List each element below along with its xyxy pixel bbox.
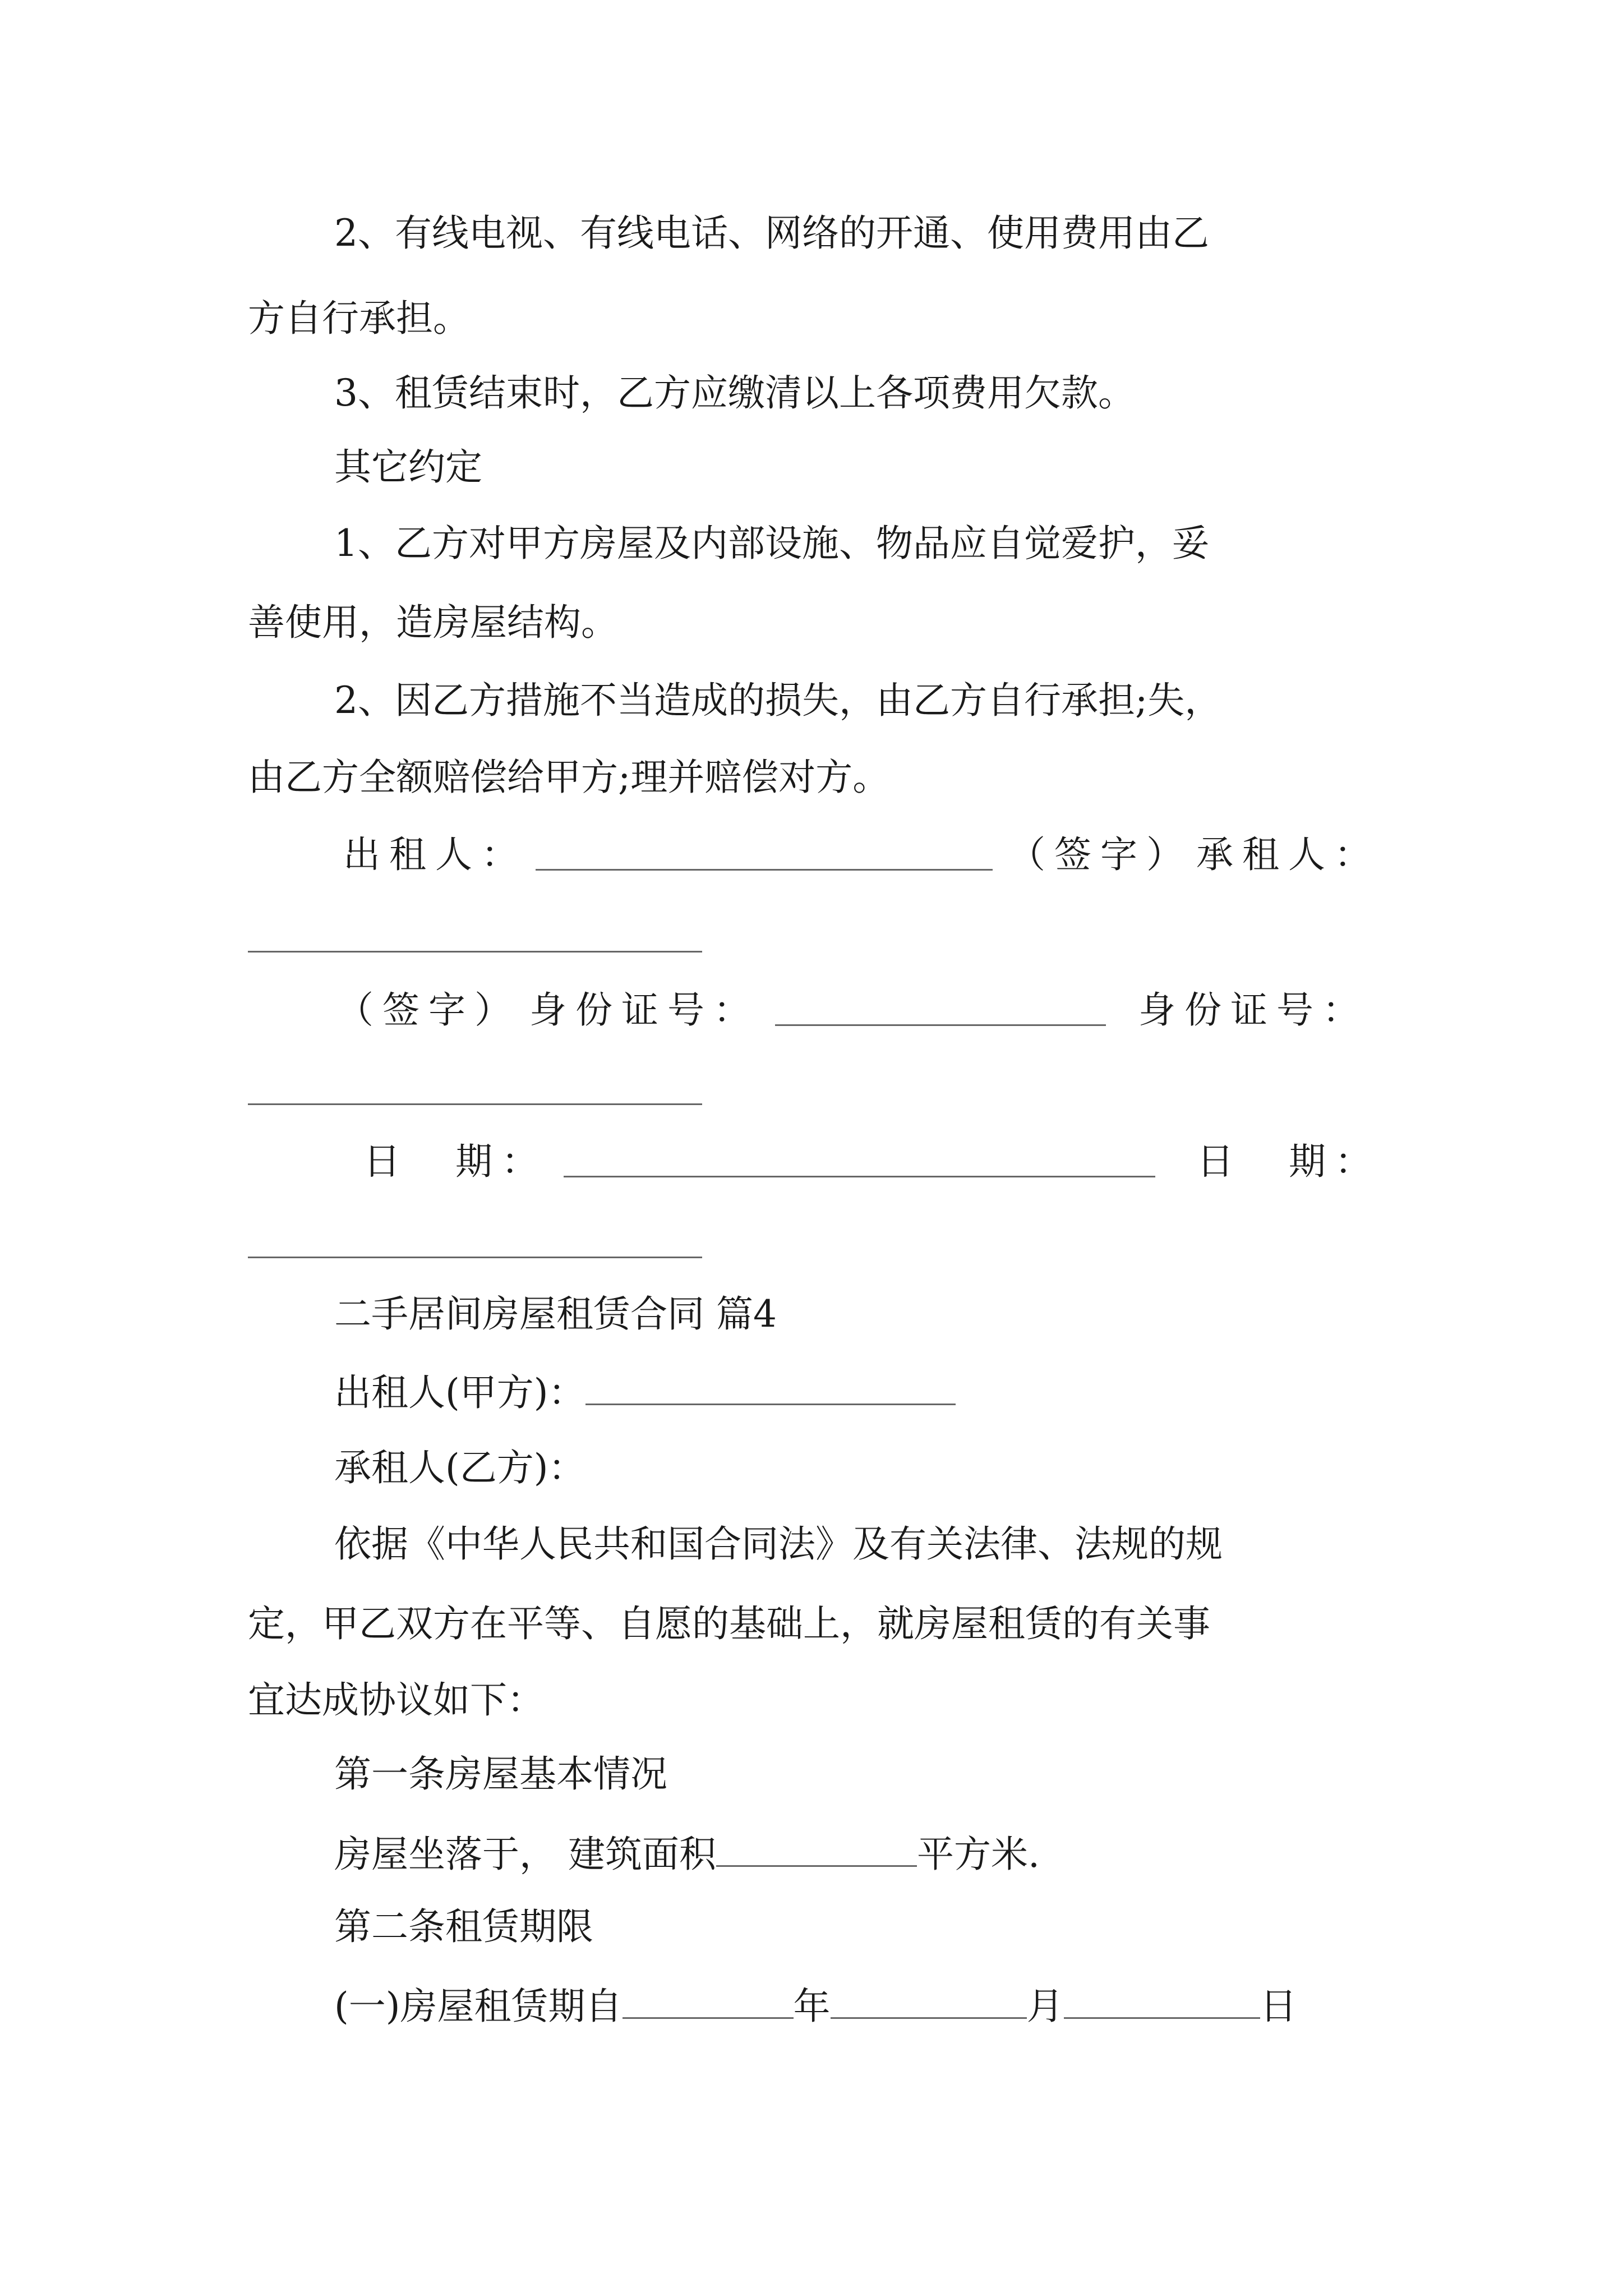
article-1-location-area-label: 房屋坐落于， 建筑面积 bbox=[334, 1833, 716, 1876]
fees-clause-2-line2: 方自行承担。 bbox=[248, 297, 470, 340]
contract-4-title: 二手居间房屋租赁合同 篇4 bbox=[334, 1292, 777, 1336]
article-2-day-line bbox=[1064, 1985, 1260, 2019]
article-2-day-label: 日 bbox=[1260, 1985, 1297, 2028]
article-2-term bbox=[334, 1985, 1297, 2030]
contract-4-lessor-row bbox=[334, 1371, 956, 1416]
article-2-year-label: 年 bbox=[793, 1985, 831, 2028]
article-2-month-line bbox=[831, 1985, 1027, 2019]
lessee-date-line bbox=[248, 1257, 702, 1258]
fees-clause-3: 3、租赁结束时，乙方应缴清以上各项费用欠款。 bbox=[334, 371, 1135, 415]
lessee-id-label: 身份证号： bbox=[1138, 988, 1368, 1032]
lessor-date-line bbox=[564, 1143, 1155, 1177]
other-terms-clause-1-line2: 善使用，造房屋结构。 bbox=[248, 601, 618, 644]
lessor-date-label: 日 期： bbox=[363, 1140, 547, 1183]
article-1-unit: 平方米. bbox=[916, 1833, 1040, 1876]
article-2-month-label: 月 bbox=[1026, 1985, 1064, 2028]
lessor-signature-line bbox=[536, 836, 993, 871]
lessee-signature-line bbox=[248, 951, 702, 953]
lessor-signature-label: 出租人： bbox=[343, 833, 527, 876]
article-1-heading: 第一条房屋基本情况 bbox=[334, 1752, 667, 1796]
other-terms-clause-1-line1: 1、乙方对甲方房屋及内部设施、物品应自觉爱护，妥 bbox=[334, 522, 1209, 565]
lessee-date-label: 日 期： bbox=[1197, 1140, 1381, 1183]
contract-4-lessor-label: 出租人(甲方)： bbox=[334, 1371, 585, 1414]
contract-4-intro-line2: 定，甲乙双方在平等、自愿的基础上，就房屋租赁的有关事 bbox=[248, 1602, 1210, 1645]
other-terms-clause-2-line1: 2、因乙方措施不当造成的损失，由乙方自行承担;失， bbox=[334, 679, 1222, 722]
article-2-term-label: (一)房屋租赁期自 bbox=[334, 1985, 623, 2028]
fees-clause-2-line1 bbox=[334, 211, 1375, 260]
article-1-area-line bbox=[716, 1833, 917, 1867]
lessee-id-line bbox=[248, 1103, 702, 1105]
other-terms-clause-2-line2: 由乙方全额赔偿给甲方;理并赔偿对方。 bbox=[248, 756, 890, 799]
lessor-sign-note: （签字） bbox=[1008, 833, 1192, 876]
other-terms-heading: 其它约定 bbox=[334, 445, 482, 489]
lessee-sign-note: （签字） bbox=[336, 988, 520, 1032]
contract-4-intro-line1: 依据《中华人民共和国合同法》及有关法律、法规的规 bbox=[334, 1522, 1223, 1566]
contract-4-lessor-line bbox=[585, 1371, 956, 1405]
lessor-id-label: 身份证号： bbox=[529, 988, 759, 1032]
fees-clause-2-text-1: 2、有线电视、有线电话、网络的开通、使用费用由乙 bbox=[334, 211, 1209, 255]
article-2-year-line bbox=[623, 1985, 794, 2019]
contract-4-lessee-label: 承租人(乙方)： bbox=[334, 1446, 585, 1489]
lessor-id-line bbox=[775, 992, 1106, 1026]
contract-4-intro-line3: 宜达成协议如下： bbox=[248, 1678, 544, 1722]
article-1-text bbox=[334, 1833, 1040, 1878]
lessee-signature-label: 承租人： bbox=[1196, 833, 1380, 876]
article-2-heading: 第二条租赁期限 bbox=[334, 1905, 593, 1948]
